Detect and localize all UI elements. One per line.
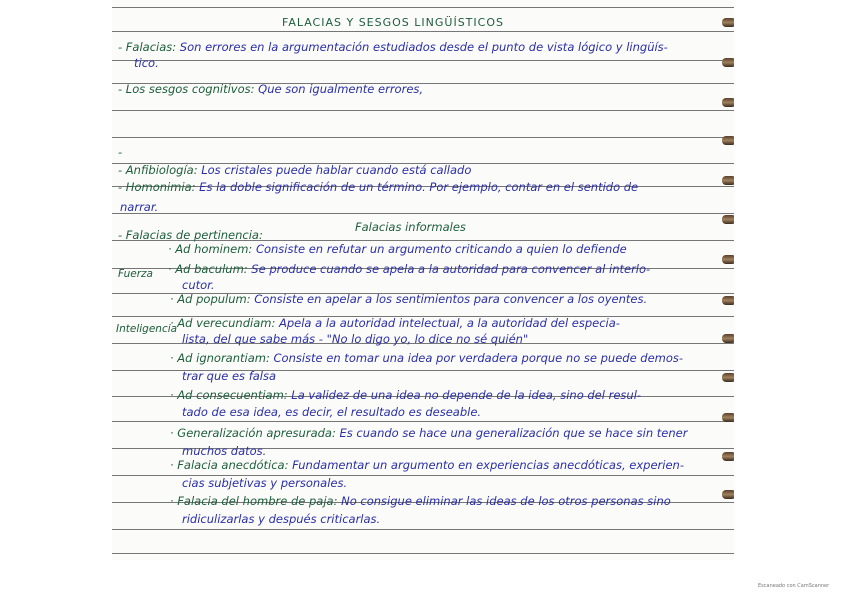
note-line [170,292,647,306]
definition-text: Fundamentar un argumento en experiencias anecdóticas, experien- [288,458,684,472]
note-line [168,262,650,276]
note-line [170,351,683,365]
note-line [134,56,159,70]
margin-note-inteligencia: Inteligencia [116,323,178,335]
term-label: - Anfibiología: [118,163,198,177]
page-title: FALACIAS Y SESGOS LINGÜÍSTICOS [282,16,504,29]
definition-text: Se produce cuando se apela a la autoridad para convencer al interlo- [247,262,651,276]
note-line [118,82,423,96]
definition-text: tico. [134,56,159,70]
definition-text: No consigue eliminar las ideas de los otros personas sino [337,494,671,508]
definition-text: Los cristales puede hablar cuando está callado [197,163,472,177]
ruled-line [112,110,734,111]
spiral-ring [722,490,734,499]
term-label: · Falacia anecdótica: [170,458,289,472]
spiral-ring [722,98,734,107]
definition-text: lista, del que sabe más - "No lo digo yo, lo dice no sé quién" [182,332,529,346]
note-line [168,242,627,256]
note-line [118,228,263,242]
term-label: · Ad populum: [170,292,251,306]
ruled-line [112,529,734,530]
spiral-ring [722,334,734,343]
term-label: · Ad baculum: [168,262,248,276]
spiral-ring [722,18,734,27]
ruled-line [112,31,734,32]
term-label: - Falacias de pertinencia: [118,228,263,242]
ruled-line [112,213,734,214]
definition-text: Es la doble significación de un término. Por ejemplo, contar en el sentido de [195,180,639,194]
note-line [182,332,528,346]
definition-text: Consiste en apelar a los sentimientos para convencer a los oyentes. [250,292,648,306]
spiral-ring [722,413,734,422]
term-label: · Falacia del hombre de paja: [170,494,338,508]
term-label: - [118,145,123,159]
ruled-line [112,7,734,8]
section-subtitle: Falacias informales [355,220,466,234]
note-line [182,278,214,292]
note-line [118,180,638,194]
note-line [170,316,620,330]
definition-text: Que son igualmente errores, [254,82,424,96]
term-label: · Generalización apresurada: [170,426,336,440]
spiral-ring [722,176,734,185]
note-line [182,512,380,526]
definition-text: cutor. [182,278,215,292]
note-line [182,476,347,490]
note-line [118,40,668,54]
term-label: - Los sesgos cognitivos: [118,82,255,96]
margin-note-fuerza: Fuerza [118,268,153,280]
definition-text: tado de esa idea, es decir, el resultado es deseable. [182,405,482,419]
spiral-ring [722,58,734,67]
term-label: · Ad verecundiam: [170,316,276,330]
note-line [118,145,122,159]
definition-text: Son errores en la argumentación estudiados desde el punto de vista lógico y lingüís- [176,40,668,54]
note-line [182,369,276,383]
spiral-ring [722,296,734,305]
note-line [170,458,684,472]
note-line [170,388,641,402]
definition-text: narrar. [120,200,159,214]
definition-text: muchos datos. [182,444,267,458]
scanner-watermark: Escaneado con CamScanner [758,583,830,589]
ruled-line [112,421,734,422]
ruled-line [112,553,734,554]
definition-text: cias subjetivas y personales. [182,476,348,490]
term-label: · Ad hominem: [168,242,253,256]
definition-text: Consiste en refutar un argumento criticando a quien lo defiende [252,242,627,256]
note-line [182,405,481,419]
term-label: · Ad ignorantiam: [170,351,270,365]
note-line [182,444,266,458]
definition-text: ridiculizarlas y después criticarlas. [182,512,381,526]
spiral-ring [722,215,734,224]
note-line [170,494,671,508]
spiral-ring [722,136,734,145]
note-line [120,200,158,214]
spiral-ring [722,452,734,461]
spiral-ring [722,373,734,382]
term-label: - Falacias: [118,40,177,54]
definition-text: Es cuando se hace una generalización que se hace sin tener [335,426,688,440]
term-label: - Homonimia: [118,180,196,194]
note-line [170,426,687,440]
definition-text: Consiste en tomar una idea por verdadera porque no se puede demos- [269,351,684,365]
definition-text: trar que es falsa [182,369,277,383]
definition-text: La validez de una idea no depende de la idea, sino del resul- [287,388,642,402]
note-line [118,163,471,177]
definition-text: Apela a la autoridad intelectual, a la autoridad del especia- [275,316,620,330]
ruled-line [112,137,734,138]
term-label: · Ad consecuentiam: [170,388,288,402]
spiral-ring [722,255,734,264]
ruled-line [112,60,734,61]
